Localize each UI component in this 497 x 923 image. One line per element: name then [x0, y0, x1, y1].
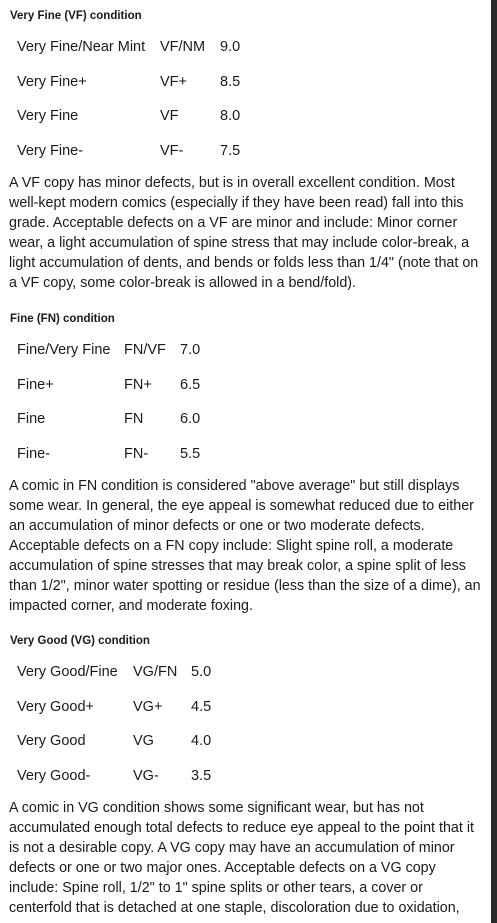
- grade-abbr: VG+: [133, 698, 163, 715]
- grade-name: Very Good-: [17, 767, 91, 784]
- grade-abbr: VF-: [160, 142, 184, 159]
- grade-score: 3.5: [191, 767, 212, 784]
- grade-name: Very Fine: [17, 108, 79, 125]
- table-row: [0, 724, 211, 759]
- grade-score: 6.5: [180, 376, 201, 393]
- table-row: [0, 65, 240, 100]
- grade-table-fn: [0, 333, 200, 471]
- section-heading-fn: Fine (FN) condition: [10, 313, 115, 325]
- table-row: [0, 333, 200, 368]
- section-description-vf: A VF copy has minor defects, but is in overall excellent condition. Most well-kept modern comics (especially if they have been read) fall into this grade. Acceptable defects on a VF are minor and include: Minor corner wear, a light accumulation of spine stress that may include color-break, a light accumulation of dents, and bends or folds less than 1/4" (note that on a VF copy, some color-break is allowed in a bend/fold).: [9, 175, 479, 291]
- grade-name: Fine: [17, 411, 46, 428]
- grade-abbr: VG-: [133, 767, 159, 784]
- table-row: [0, 99, 240, 134]
- table-row: [0, 402, 200, 437]
- table-row: [0, 437, 200, 472]
- grade-name: Very Fine+: [17, 73, 87, 90]
- grade-name: Fine+: [17, 376, 54, 393]
- grade-abbr: VF/NM: [160, 39, 206, 56]
- grade-score: 9.0: [220, 39, 241, 56]
- grade-abbr: VG/FN: [133, 664, 178, 681]
- grade-score: 4.5: [191, 698, 212, 715]
- grade-name: Fine/Very Fine: [17, 342, 111, 359]
- grade-name: Very Fine-: [17, 142, 84, 159]
- grade-name: Very Good: [17, 733, 86, 750]
- table-row: [0, 30, 240, 65]
- table-row: [0, 134, 240, 169]
- section-description-fn: A comic in FN condition is considered "above average" but still displays some wear. In general, the eye appeal is somewhat reduced due to either an accumulation of minor defects or one or two moderate defects. Acceptable defects on a FN copy include: Slight spine roll, a moderate accumulation of spine stresses that may break color, a spine split of less than 1/2", minor water spotting or residue (less than the size of a dime), an impacted corner, and moderate foxing.: [9, 478, 481, 614]
- grade-abbr: VF+: [160, 73, 187, 90]
- grade-name: Very Fine/Near Mint: [17, 39, 146, 56]
- section-heading-vf: Very Fine (VF) condition: [10, 10, 142, 22]
- grade-abbr: FN/VF: [124, 342, 166, 359]
- grade-score: 7.5: [220, 142, 241, 159]
- grade-score: 8.5: [220, 73, 241, 90]
- grade-score: 4.0: [191, 733, 212, 750]
- window-edge: [491, 0, 497, 923]
- grade-abbr: VF: [160, 108, 179, 125]
- grade-abbr: FN: [124, 411, 144, 428]
- grade-table-vg: [0, 655, 211, 793]
- grade-abbr: VG: [133, 733, 154, 750]
- table-row: [0, 368, 200, 403]
- section-description-vg: A comic in VG condition shows some significant wear, but has not accumulated enough total defects to reduce eye appeal to the point that it is not a desirable copy. A VG copy may have an accumulation of minor defects or one or two major ones. Acceptable defects on a VG copy include: Spine roll, 1/2" to 1" spine splits or other tears, a cover or centerfold that is detached at one staple, discoloration due to oxidation,: [9, 800, 474, 916]
- table-row: [0, 690, 211, 725]
- grade-name: Very Good+: [17, 698, 94, 715]
- grade-score: 5.5: [180, 445, 201, 462]
- grade-score: 7.0: [180, 342, 201, 359]
- grade-name: Very Good/Fine: [17, 664, 118, 681]
- grade-score: 6.0: [180, 411, 201, 428]
- table-row: [0, 759, 211, 794]
- section-heading-vg: Very Good (VG) condition: [10, 635, 150, 647]
- grade-abbr: FN-: [124, 445, 149, 462]
- grade-score: 8.0: [220, 108, 241, 125]
- grade-score: 5.0: [191, 664, 212, 681]
- grade-abbr: FN+: [124, 376, 152, 393]
- grade-name: Fine-: [17, 445, 51, 462]
- table-row: [0, 655, 211, 690]
- grade-table-vf: [0, 30, 240, 168]
